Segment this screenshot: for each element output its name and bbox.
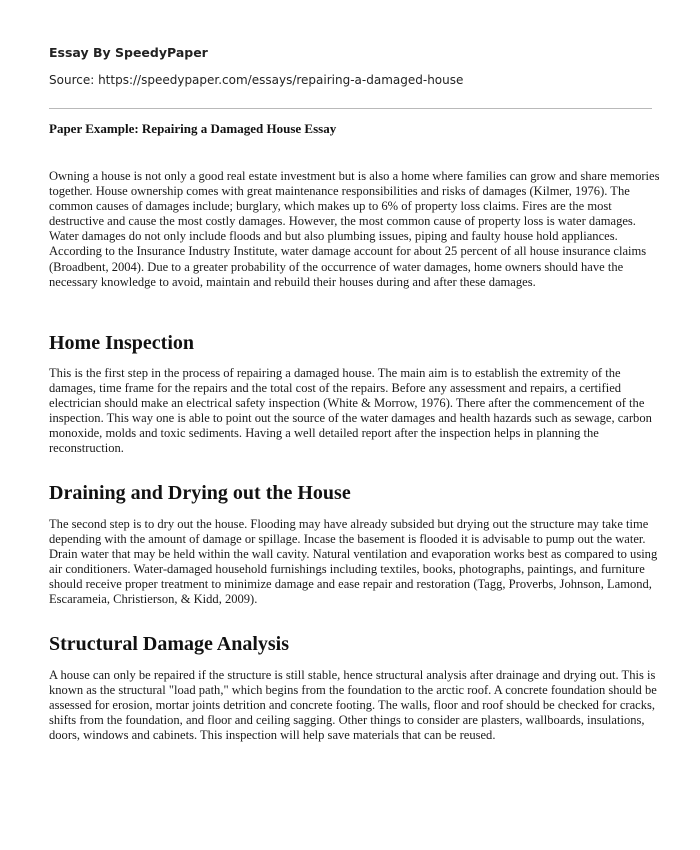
header-divider — [49, 108, 652, 109]
section-paragraph-structural: A house can only be repaired if the structure is still stable, hence structural analysis after drainage and drying out. This is known as the structural "load path," which begins from the foundation to the arctic roof. A concrete foundation should be assessed for erosion, mortar joints detrition and concrete footing. The walls, floor and roof should be checked for cracks, shifts from the foundation, and floor and ceiling sagging. Other things to consider are plasters, wallboards, insulations, doors, windows and cabinets. This inspection will help save materials that can be reused. — [49, 668, 657, 743]
source-line: Source: https://speedypaper.com/essays/repairing-a-damaged-house — [49, 73, 464, 87]
section-paragraph-home-inspection: This is the first step in the process of repairing a damaged house. The main aim is to establish the extremity of the damages, time frame for the repairs and the total cost of the repairs. Before any assessment and repairs, a certified electrician should make an electrical safety inspection (White & Morrow, 1976). There after the commencement of the inspection. This way one is able to point out the source of the water damages and health hazards such as sewage, carbon monoxide, molds and toxic sediments. Having a well detailed report after the inspection helps in planning the reconstruction. — [49, 366, 652, 456]
section-heading-draining: Draining and Drying out the House — [49, 482, 351, 504]
section-paragraph-draining: The second step is to dry out the house. Flooding may have already subsided but drying out the structure may take time depending with the amount of damage or spillage. Incase the basement is flooded it is advisable to pump out the water. Drain water that may be held within the wall cavity. Natural ventilation and evaporation works best as compared to using air conditioners. Water-damaged household furnishings including textiles, books, photographs, paintings, and furniture should receive proper treatment to minimize damage and ease repair and restoration (Tagg, Proverbs, Johnson, Lamond, Escarameia, Christierson, & Kidd, 2009). — [49, 517, 658, 607]
site-title: Essay By SpeedyPaper — [49, 45, 208, 60]
paper-title: Paper Example: Repairing a Damaged House Essay — [49, 121, 337, 136]
section-heading-structural: Structural Damage Analysis — [49, 633, 289, 655]
intro-paragraph: Owning a house is not only a good real estate investment but is also a home where families can grow and share memories together. House ownership comes with great maintenance responsibilities and risks of damages (Kilmer, 1976). The common causes of damages include; burglary, which makes up to 6% of property loss claims. Fires are the most destructive and cause the most costly damages. However, the most common cause of property loss is water damages. Water damages do not only include floods and but also plumbing issues, piping and faulty house hold appliances. According to the Insurance Industry Institute, water damage account for about 25 percent of all house insurance claims (Broadbent, 2004). Due to a greater probability of the occurrence of water damages, home owners should have the necessary knowledge to avoid, maintain and rebuild their houses during and after these damages. — [49, 169, 660, 289]
section-heading-home-inspection: Home Inspection — [49, 332, 194, 354]
